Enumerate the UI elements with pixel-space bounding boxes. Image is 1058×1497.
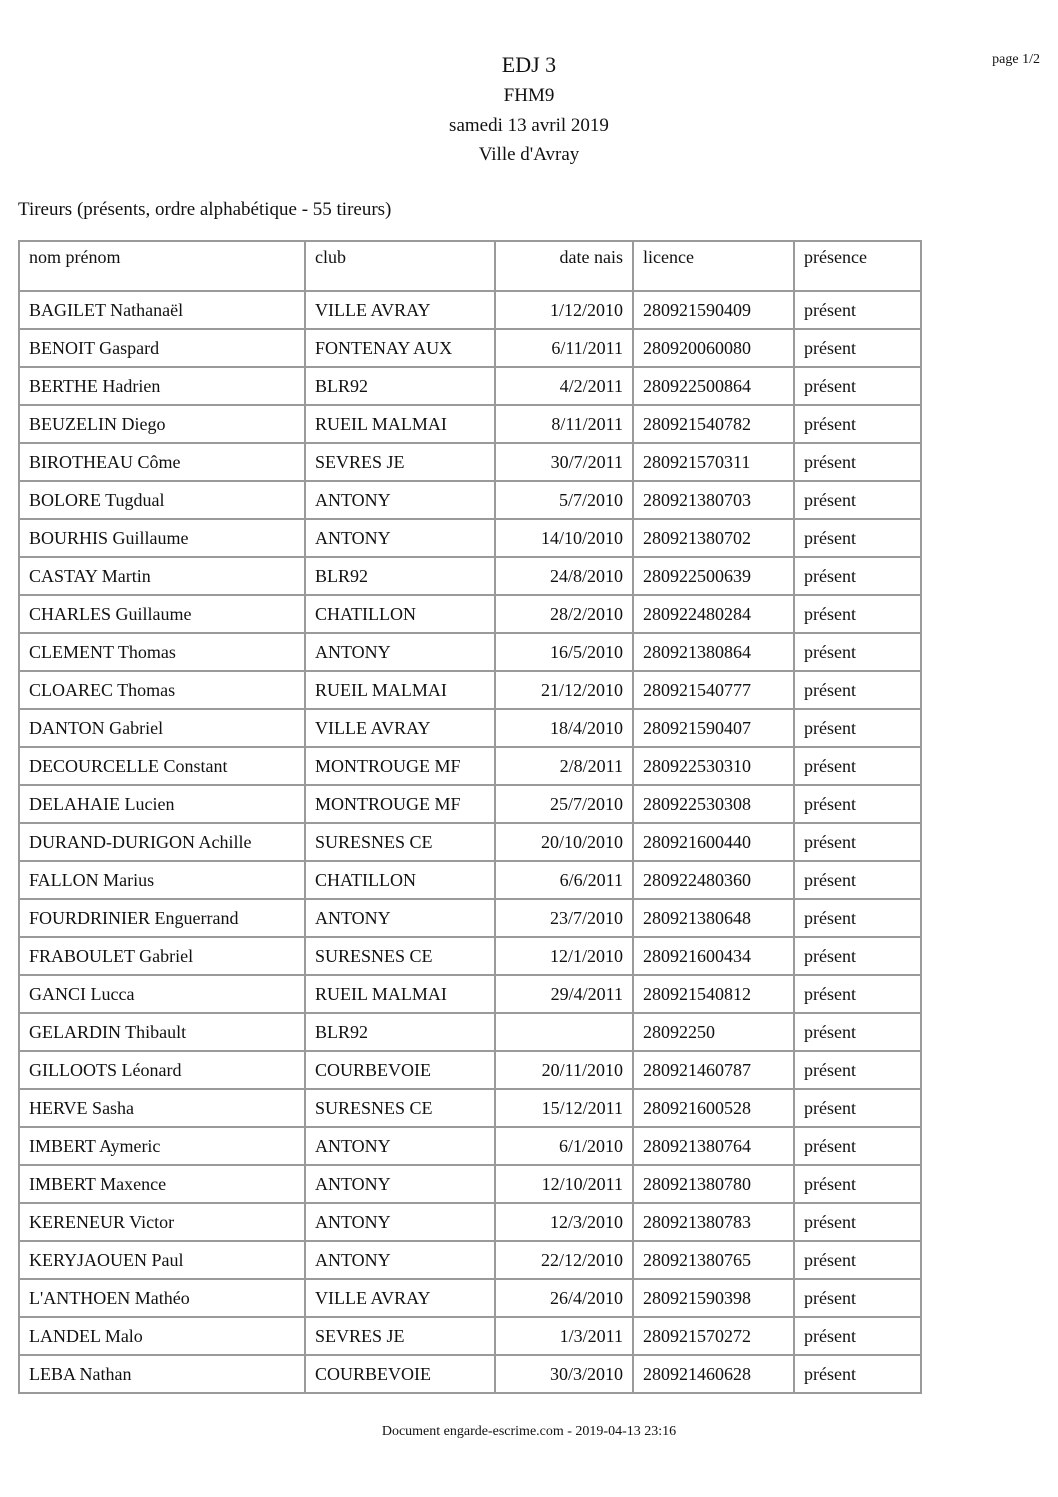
cell-licence: 280921600434	[633, 937, 794, 975]
cell-licence: 280922480360	[633, 861, 794, 899]
cell-presence: présent	[794, 1051, 921, 1089]
cell-licence: 280921380648	[633, 899, 794, 937]
cell-name: LEBA Nathan	[19, 1355, 305, 1393]
cell-presence: présent	[794, 329, 921, 367]
cell-presence: présent	[794, 519, 921, 557]
cell-presence: présent	[794, 481, 921, 519]
cell-presence: présent	[794, 1241, 921, 1279]
cell-licence: 280921540777	[633, 671, 794, 709]
col-header-licence: licence	[633, 241, 794, 291]
cell-name: L'ANTHOEN Mathéo	[19, 1279, 305, 1317]
cell-birthdate: 1/3/2011	[495, 1317, 633, 1355]
cell-licence: 280921570311	[633, 443, 794, 481]
cell-licence: 280922500639	[633, 557, 794, 595]
cell-licence: 280922500864	[633, 367, 794, 405]
cell-name: DELAHAIE Lucien	[19, 785, 305, 823]
cell-presence: présent	[794, 1317, 921, 1355]
table-row	[19, 633, 921, 671]
table-row	[19, 557, 921, 595]
table-row	[19, 519, 921, 557]
cell-birthdate: 22/12/2010	[495, 1241, 633, 1279]
cell-club: ANTONY	[305, 1241, 495, 1279]
cell-presence: présent	[794, 1013, 921, 1051]
cell-birthdate: 20/11/2010	[495, 1051, 633, 1089]
cell-name: FALLON Marius	[19, 861, 305, 899]
cell-name: BENOIT Gaspard	[19, 329, 305, 367]
cell-club: VILLE AVRAY	[305, 291, 495, 329]
cell-birthdate: 25/7/2010	[495, 785, 633, 823]
cell-birthdate: 30/3/2010	[495, 1355, 633, 1393]
cell-licence: 280922530308	[633, 785, 794, 823]
section-title: Tireurs (présents, ordre alphabétique - 55 tireurs)	[18, 199, 392, 220]
cell-presence: présent	[794, 1203, 921, 1241]
cell-presence: présent	[794, 557, 921, 595]
cell-club: MONTROUGE MF	[305, 747, 495, 785]
table-row	[19, 861, 921, 899]
cell-club: BLR92	[305, 557, 495, 595]
cell-birthdate: 18/4/2010	[495, 709, 633, 747]
table-row	[19, 899, 921, 937]
cell-licence: 280921460787	[633, 1051, 794, 1089]
cell-name: GILLOOTS Léonard	[19, 1051, 305, 1089]
table-row	[19, 785, 921, 823]
cell-name: DECOURCELLE Constant	[19, 747, 305, 785]
table-header-row	[19, 241, 921, 291]
cell-club: SEVRES JE	[305, 1317, 495, 1355]
cell-name: KERENEUR Victor	[19, 1203, 305, 1241]
cell-birthdate: 30/7/2011	[495, 443, 633, 481]
cell-presence: présent	[794, 633, 921, 671]
cell-birthdate: 6/1/2010	[495, 1127, 633, 1165]
cell-licence: 280921540812	[633, 975, 794, 1013]
cell-name: GELARDIN Thibault	[19, 1013, 305, 1051]
cell-club: SURESNES CE	[305, 937, 495, 975]
col-header-birthdate: date nais	[495, 241, 633, 291]
page-number: page 1/2	[992, 52, 1040, 67]
table-row	[19, 747, 921, 785]
cell-presence: présent	[794, 937, 921, 975]
cell-licence: 280921380780	[633, 1165, 794, 1203]
cell-presence: présent	[794, 291, 921, 329]
cell-name: BERTHE Hadrien	[19, 367, 305, 405]
cell-presence: présent	[794, 595, 921, 633]
cell-name: CHARLES Guillaume	[19, 595, 305, 633]
table-row	[19, 1241, 921, 1279]
table-row	[19, 367, 921, 405]
cell-club: SEVRES JE	[305, 443, 495, 481]
cell-birthdate: 4/2/2011	[495, 367, 633, 405]
cell-presence: présent	[794, 405, 921, 443]
cell-club: ANTONY	[305, 1165, 495, 1203]
cell-club: SURESNES CE	[305, 823, 495, 861]
cell-presence: présent	[794, 823, 921, 861]
cell-presence: présent	[794, 671, 921, 709]
table-row	[19, 481, 921, 519]
cell-licence: 280921600440	[633, 823, 794, 861]
table-row	[19, 1089, 921, 1127]
cell-birthdate: 24/8/2010	[495, 557, 633, 595]
cell-name: BOURHIS Guillaume	[19, 519, 305, 557]
cell-name: BAGILET Nathanaël	[19, 291, 305, 329]
cell-presence: présent	[794, 975, 921, 1013]
cell-licence: 280921380702	[633, 519, 794, 557]
cell-club: BLR92	[305, 1013, 495, 1051]
cell-club: VILLE AVRAY	[305, 1279, 495, 1317]
cell-name: CLEMENT Thomas	[19, 633, 305, 671]
cell-name: CLOAREC Thomas	[19, 671, 305, 709]
cell-birthdate: 5/7/2010	[495, 481, 633, 519]
table-row	[19, 1355, 921, 1393]
cell-birthdate: 12/10/2011	[495, 1165, 633, 1203]
cell-club: CHATILLON	[305, 595, 495, 633]
table-row	[19, 1317, 921, 1355]
cell-club: FONTENAY AUX	[305, 329, 495, 367]
cell-birthdate: 2/8/2011	[495, 747, 633, 785]
cell-birthdate: 21/12/2010	[495, 671, 633, 709]
cell-club: SURESNES CE	[305, 1089, 495, 1127]
cell-name: DURAND-DURIGON Achille	[19, 823, 305, 861]
cell-licence: 280922480284	[633, 595, 794, 633]
event-location: Ville d'Avray	[478, 144, 580, 165]
cell-name: IMBERT Maxence	[19, 1165, 305, 1203]
cell-licence: 280921600528	[633, 1089, 794, 1127]
fencers-table	[18, 240, 922, 1394]
cell-birthdate: 12/3/2010	[495, 1203, 633, 1241]
cell-club: ANTONY	[305, 633, 495, 671]
document-title: EDJ 3	[501, 52, 557, 77]
cell-name: BOLORE Tugdual	[19, 481, 305, 519]
cell-presence: présent	[794, 1165, 921, 1203]
cell-name: GANCI Lucca	[19, 975, 305, 1013]
cell-club: ANTONY	[305, 899, 495, 937]
cell-name: CASTAY Martin	[19, 557, 305, 595]
cell-presence: présent	[794, 1089, 921, 1127]
cell-birthdate: 15/12/2011	[495, 1089, 633, 1127]
cell-presence: présent	[794, 861, 921, 899]
cell-name: HERVE Sasha	[19, 1089, 305, 1127]
table-body	[19, 291, 921, 1393]
cell-birthdate: 28/2/2010	[495, 595, 633, 633]
category: FHM9	[503, 85, 555, 106]
cell-name: FRABOULET Gabriel	[19, 937, 305, 975]
table-row	[19, 1127, 921, 1165]
cell-name: IMBERT Aymeric	[19, 1127, 305, 1165]
cell-birthdate: 23/7/2010	[495, 899, 633, 937]
cell-club: ANTONY	[305, 1203, 495, 1241]
cell-name: KERYJAOUEN Paul	[19, 1241, 305, 1279]
cell-club: MONTROUGE MF	[305, 785, 495, 823]
col-header-name: nom prénom	[19, 241, 305, 291]
cell-club: RUEIL MALMAI	[305, 405, 495, 443]
cell-club: COURBEVOIE	[305, 1051, 495, 1089]
cell-licence: 280921570272	[633, 1317, 794, 1355]
cell-birthdate: 6/11/2011	[495, 329, 633, 367]
cell-birthdate: 12/1/2010	[495, 937, 633, 975]
cell-presence: présent	[794, 367, 921, 405]
cell-licence: 28092250	[633, 1013, 794, 1051]
cell-presence: présent	[794, 899, 921, 937]
cell-licence: 280921380765	[633, 1241, 794, 1279]
col-header-club: club	[305, 241, 495, 291]
cell-birthdate: 6/6/2011	[495, 861, 633, 899]
cell-club: ANTONY	[305, 519, 495, 557]
cell-birthdate: 8/11/2011	[495, 405, 633, 443]
cell-club: RUEIL MALMAI	[305, 975, 495, 1013]
footer: Document engarde-escrime.com - 2019-04-13 23:16	[381, 1424, 677, 1439]
table-row	[19, 671, 921, 709]
table-row	[19, 937, 921, 975]
cell-licence: 280921590398	[633, 1279, 794, 1317]
cell-birthdate: 1/12/2010	[495, 291, 633, 329]
table-row	[19, 1165, 921, 1203]
table-row	[19, 595, 921, 633]
cell-licence: 280921540782	[633, 405, 794, 443]
cell-name: LANDEL Malo	[19, 1317, 305, 1355]
table-row	[19, 1013, 921, 1051]
col-header-presence: présence	[794, 241, 921, 291]
cell-licence: 280921380703	[633, 481, 794, 519]
cell-club: CHATILLON	[305, 861, 495, 899]
cell-name: BIROTHEAU Côme	[19, 443, 305, 481]
cell-birthdate: 20/10/2010	[495, 823, 633, 861]
cell-presence: présent	[794, 1127, 921, 1165]
cell-licence: 280921380783	[633, 1203, 794, 1241]
cell-birthdate	[495, 1013, 633, 1051]
cell-licence: 280921380764	[633, 1127, 794, 1165]
table-row	[19, 975, 921, 1013]
table-row	[19, 443, 921, 481]
cell-club: ANTONY	[305, 481, 495, 519]
table-row	[19, 709, 921, 747]
cell-presence: présent	[794, 1355, 921, 1393]
cell-presence: présent	[794, 1279, 921, 1317]
cell-club: ANTONY	[305, 1127, 495, 1165]
table-row	[19, 1279, 921, 1317]
cell-licence: 280920060080	[633, 329, 794, 367]
cell-licence: 280921460628	[633, 1355, 794, 1393]
table-row	[19, 329, 921, 367]
cell-name: BEUZELIN Diego	[19, 405, 305, 443]
cell-club: BLR92	[305, 367, 495, 405]
table-row	[19, 823, 921, 861]
table-row	[19, 1051, 921, 1089]
cell-club: VILLE AVRAY	[305, 709, 495, 747]
cell-presence: présent	[794, 747, 921, 785]
cell-birthdate: 29/4/2011	[495, 975, 633, 1013]
cell-licence: 280921590409	[633, 291, 794, 329]
cell-licence: 280921590407	[633, 709, 794, 747]
cell-birthdate: 16/5/2010	[495, 633, 633, 671]
cell-licence: 280922530310	[633, 747, 794, 785]
event-date: samedi 13 avril 2019	[449, 115, 609, 136]
cell-presence: présent	[794, 443, 921, 481]
cell-licence: 280921380864	[633, 633, 794, 671]
table-row	[19, 1203, 921, 1241]
cell-presence: présent	[794, 785, 921, 823]
table-row	[19, 405, 921, 443]
cell-name: DANTON Gabriel	[19, 709, 305, 747]
cell-name: FOURDRINIER Enguerrand	[19, 899, 305, 937]
cell-club: RUEIL MALMAI	[305, 671, 495, 709]
cell-presence: présent	[794, 709, 921, 747]
cell-birthdate: 26/4/2010	[495, 1279, 633, 1317]
cell-birthdate: 14/10/2010	[495, 519, 633, 557]
cell-club: COURBEVOIE	[305, 1355, 495, 1393]
table-row	[19, 291, 921, 329]
